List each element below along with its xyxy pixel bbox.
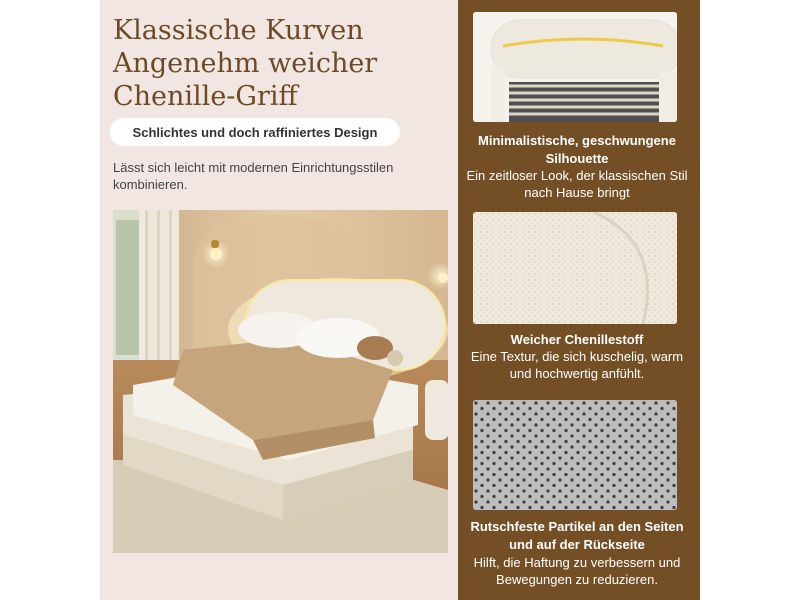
headline (113, 14, 453, 113)
feature-desc-chenille: Eine Textur, die sich kuschelig, warm und hochwertig anfühlt. (470, 349, 684, 381)
bedroom-illustration (113, 210, 448, 553)
feature-desc-silhouette: Ein zeitloser Look, der klassischen Stil nach Hause bringt (466, 168, 688, 200)
bed-frame-photo (473, 12, 677, 122)
anti-slip-dots-illustration (473, 400, 677, 510)
subheading-pill: Schlichtes und doch raffiniertes Design (110, 118, 400, 146)
anti-slip-particles-photo (473, 400, 677, 510)
headline-line-2: Angenehm weicher (113, 48, 378, 79)
headline-line-3: Chenille-Griff (113, 81, 298, 112)
feature-title-silhouette: Minimalistische, geschwungene Silhouette (478, 133, 676, 166)
bedroom-photo (113, 210, 448, 553)
chenille-fabric-photo (473, 212, 677, 324)
feature-title-anti-slip: Rutschfeste Partikel an den Seiten und auf der Rückseite (470, 519, 684, 552)
feature-title-chenille: Weicher Chenillestoff (510, 332, 644, 347)
left-description: Lässt sich leicht mit modernen Einrichtungsstilen kombinieren. (113, 160, 394, 192)
bed-frame-illustration (473, 12, 677, 122)
headline-line-1: Klassische Kurven (113, 15, 364, 46)
feature-desc-anti-slip: Hilft, die Haftung zu verbessern und Bewegungen zu reduzieren. (473, 555, 681, 587)
chenille-fabric-illustration (473, 212, 677, 324)
